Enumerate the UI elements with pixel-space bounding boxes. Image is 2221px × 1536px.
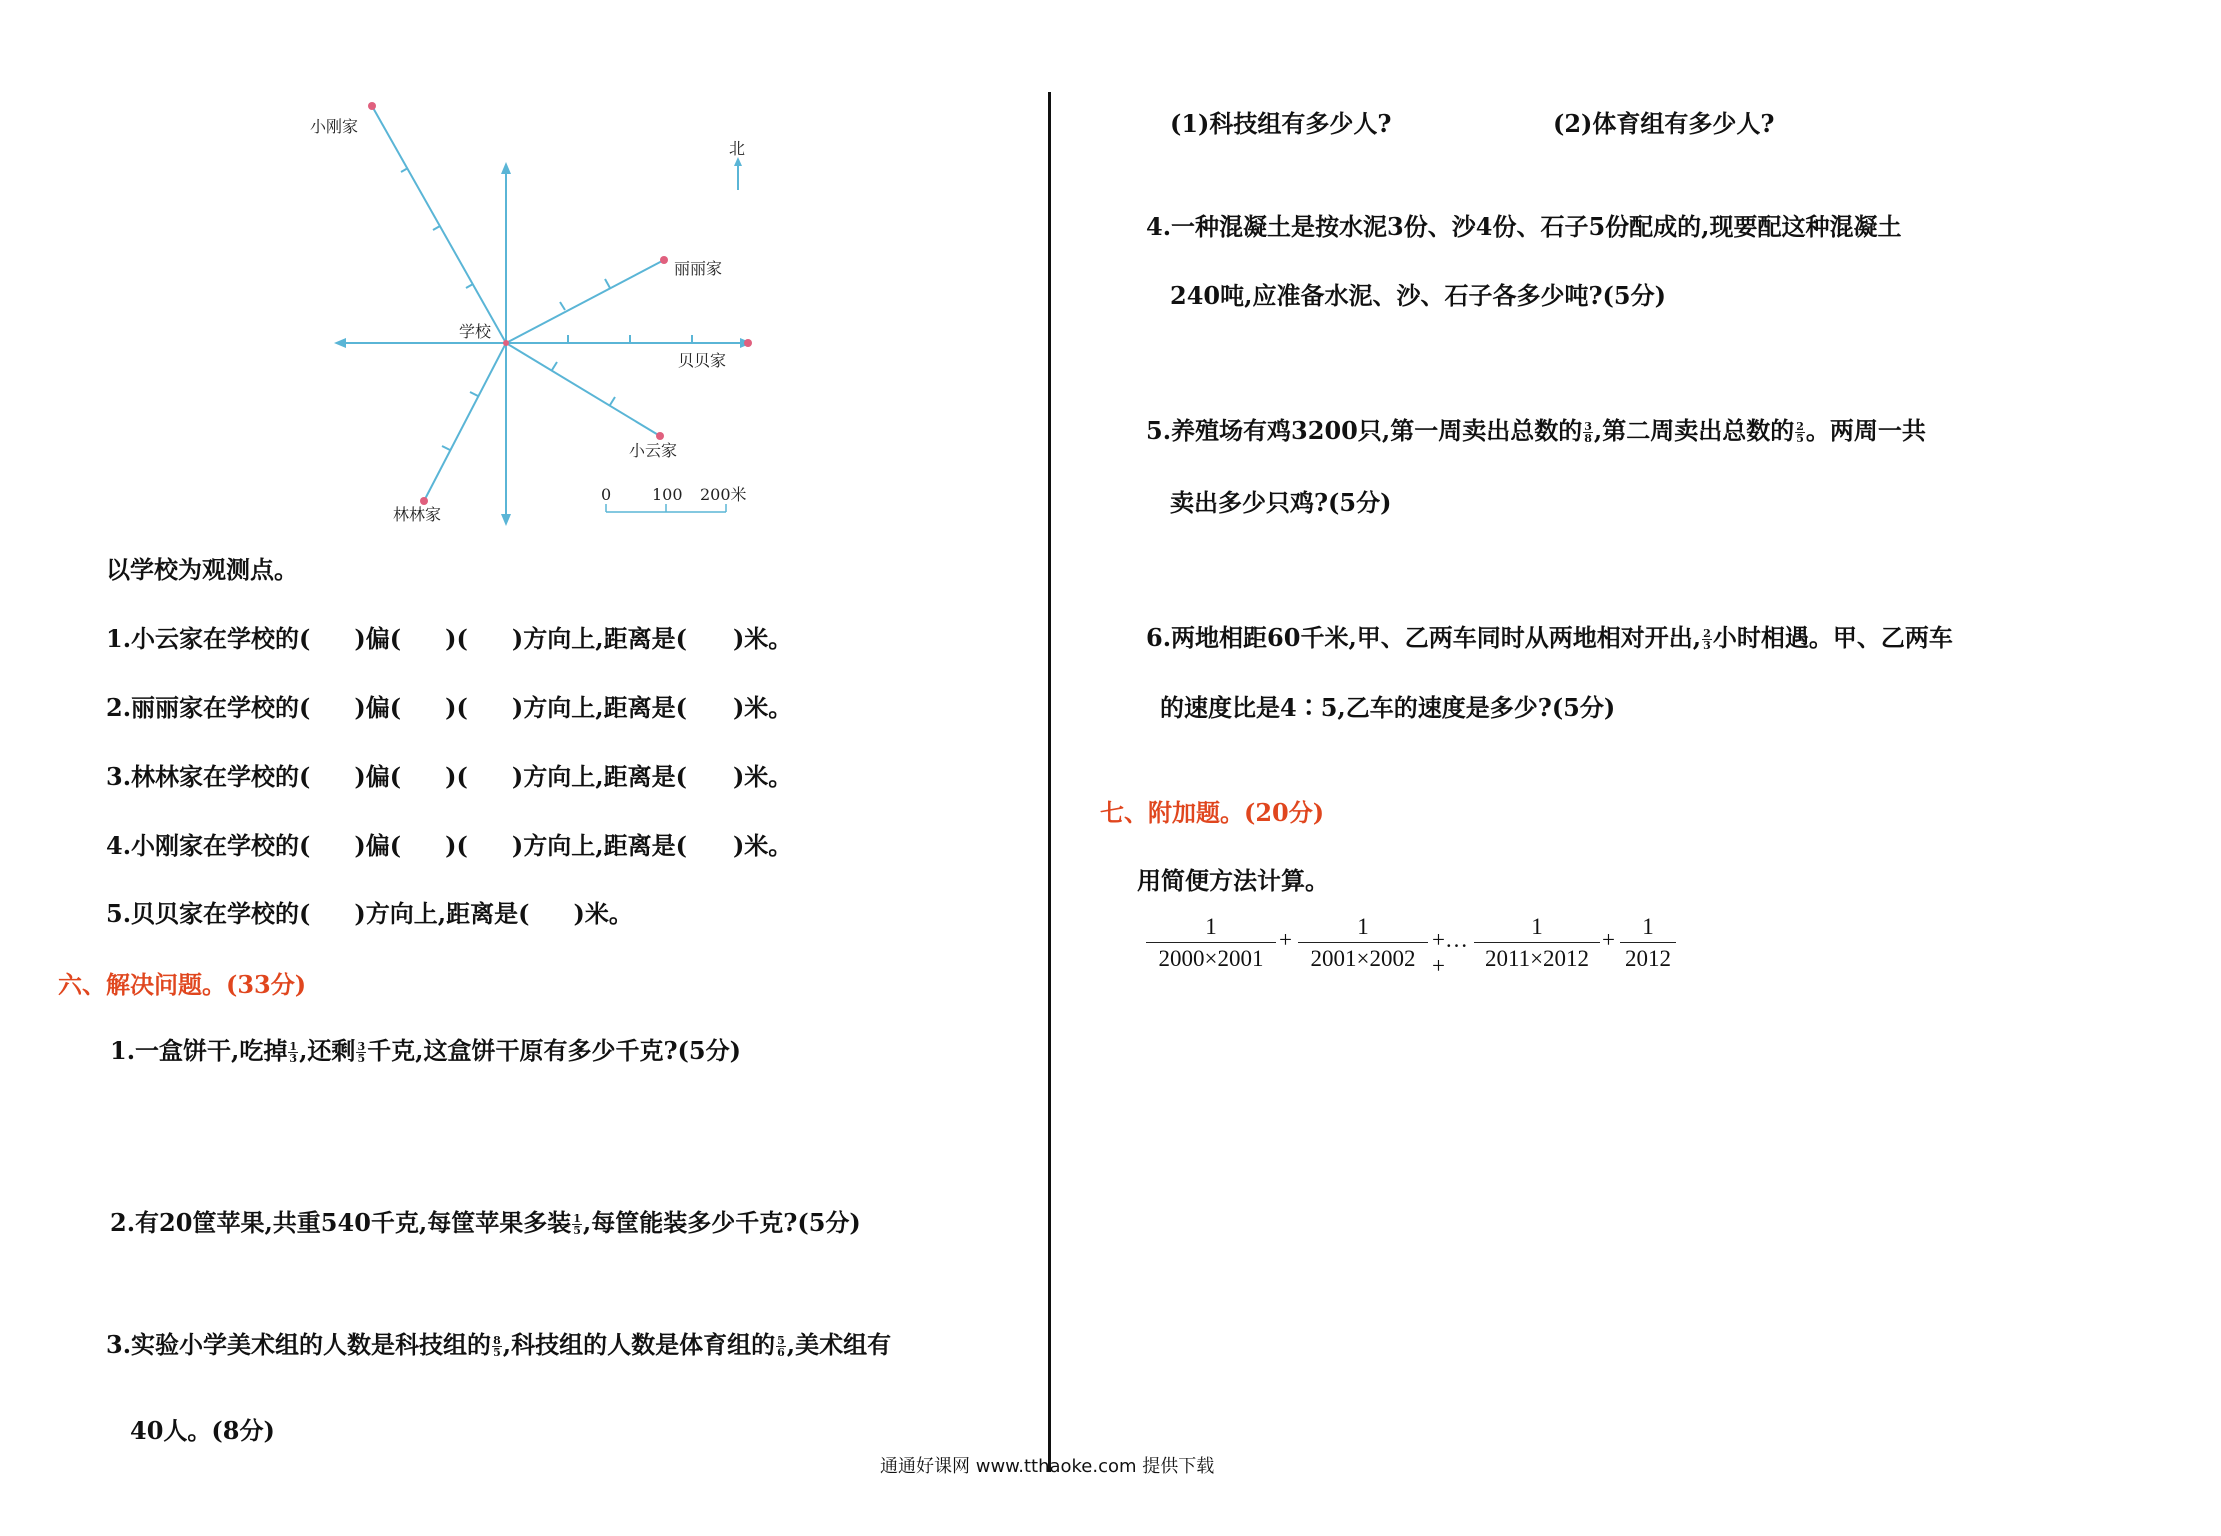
north-arrowhead: [501, 162, 511, 174]
xiaoyun-point: [656, 432, 664, 440]
equation-plus-1: +: [1279, 927, 1292, 952]
question-1: 1.小云家在学校的( )偏( )( )方向上,距离是( )米。: [106, 624, 793, 653]
direction-map: [300, 90, 780, 530]
scale-100: 100: [652, 485, 683, 504]
label-north: 北: [729, 139, 746, 158]
problem-4-line2: 240吨,应准备水泥、沙、石子各多少吨?(5分): [1170, 281, 1666, 310]
problem-2: 2.有20筐苹果,共重540千克,每筐苹果多装 $\frac{1}{5}$ ,每筐能装多少千克?(5分): [110, 1208, 861, 1237]
question-4: 4.小刚家在学校的( )偏( )( )方向上,距离是( )米。: [106, 831, 793, 860]
ray-linlin: [424, 343, 506, 501]
question-3: 3.林林家在学校的( )偏( )( )方向上,距离是( )米。: [106, 762, 793, 791]
problem-3: 3.实验小学美术组的人数是科技组的 $\frac{8}{5}$ ,科技组的人数是体育组的 $\frac{5}{6}$ ,美术组有: [106, 1330, 892, 1359]
problem-5: 5.养殖场有鸡3200只,第一周卖出总数的 $\frac{3}{8}$ ,第二周卖出总数的 $\frac{2}{5}$ 。两周一共: [1146, 416, 1926, 445]
problem-5-line2: 卖出多少只鸡?(5分): [1170, 488, 1392, 517]
fraction: $\frac{5}{6}$: [777, 1334, 785, 1359]
simplify-instruction: 用简便方法计算。: [1137, 866, 1329, 895]
observe-text: 以学校为观测点。: [106, 555, 298, 584]
label-xiaoyun: 小云家: [629, 441, 678, 460]
section-6-title: 六、解决问题。(33分): [58, 970, 307, 999]
subquestion-2: (2)体育组有多少人?: [1553, 109, 1775, 138]
north-indicator-arrowhead: [734, 157, 742, 166]
equation-ellipsis: +…+: [1432, 927, 1468, 978]
west-arrowhead: [334, 338, 346, 348]
fraction: $\frac{1}{5}$: [573, 1212, 581, 1237]
fraction: $\frac{8}{5}$: [493, 1334, 501, 1359]
question-2: 2.丽丽家在学校的( )偏( )( )方向上,距离是( )米。: [106, 693, 793, 722]
fraction: $\frac{1}{3}$: [289, 1040, 298, 1065]
label-beibei: 贝贝家: [678, 351, 727, 370]
south-arrowhead: [501, 514, 511, 526]
equation-term-4: 1 2012: [1620, 912, 1676, 975]
scale-0: 0: [601, 485, 612, 504]
fraction: $\frac{3}{5}$: [357, 1040, 366, 1065]
section-7-title: 七、附加题。(20分): [1100, 798, 1325, 827]
problem-6-line2: 的速度比是4∶5,乙车的速度是多少?(5分): [1160, 693, 1616, 722]
fraction: $\frac{3}{8}$: [1584, 420, 1592, 445]
problem-4: 4.一种混凝土是按水泥3份、沙4份、石子5份配成的,现要配这种混凝土: [1146, 212, 1902, 241]
school-point: [503, 340, 509, 346]
xiaogang-point: [368, 102, 376, 110]
footer-credit: 通通好课网 www.tthaoke.com 提供下载: [880, 1456, 1215, 1477]
problem-1: 1.一盒饼干,吃掉 $\frac{1}{3}$ ,还剩 $\frac{3}{5}$ 千克,这盒饼干原有多少千克?(5分): [110, 1036, 741, 1065]
label-xiaogang: 小刚家: [310, 117, 359, 136]
fraction: $\frac{2}{5}$: [1796, 420, 1804, 445]
problem-3-line2: 40人。(8分): [130, 1416, 275, 1445]
beibei-point: [744, 339, 752, 347]
equation-term-3: 1 2011×2012: [1474, 912, 1600, 975]
ray-xiaoyun: [506, 343, 660, 436]
fraction: $\frac{2}{3}$: [1703, 627, 1711, 652]
label-linlin: 林林家: [393, 505, 442, 524]
label-school: 学校: [459, 322, 492, 341]
equation-plus-3: +: [1602, 927, 1615, 952]
question-5: 5.贝贝家在学校的( )方向上,距离是( )米。: [106, 899, 633, 928]
ray-xiaogang: [372, 106, 506, 343]
problem-6: 6.两地相距60千米,甲、乙两车同时从两地相对开出, $\frac{2}{3}$ 小时相遇。甲、乙两车: [1146, 623, 1953, 652]
linlin-point: [420, 497, 428, 505]
equation-term-2: 1 2001×2002: [1298, 912, 1428, 975]
label-lili: 丽丽家: [674, 259, 723, 278]
subquestion-1: (1)科技组有多少人?: [1170, 109, 1392, 138]
scale-200: 200米: [700, 485, 747, 504]
ray-lili: [506, 260, 664, 343]
lili-point: [660, 256, 668, 264]
equation-term-1: 1 2000×2001: [1146, 912, 1276, 975]
column-divider: [1048, 92, 1051, 1472]
